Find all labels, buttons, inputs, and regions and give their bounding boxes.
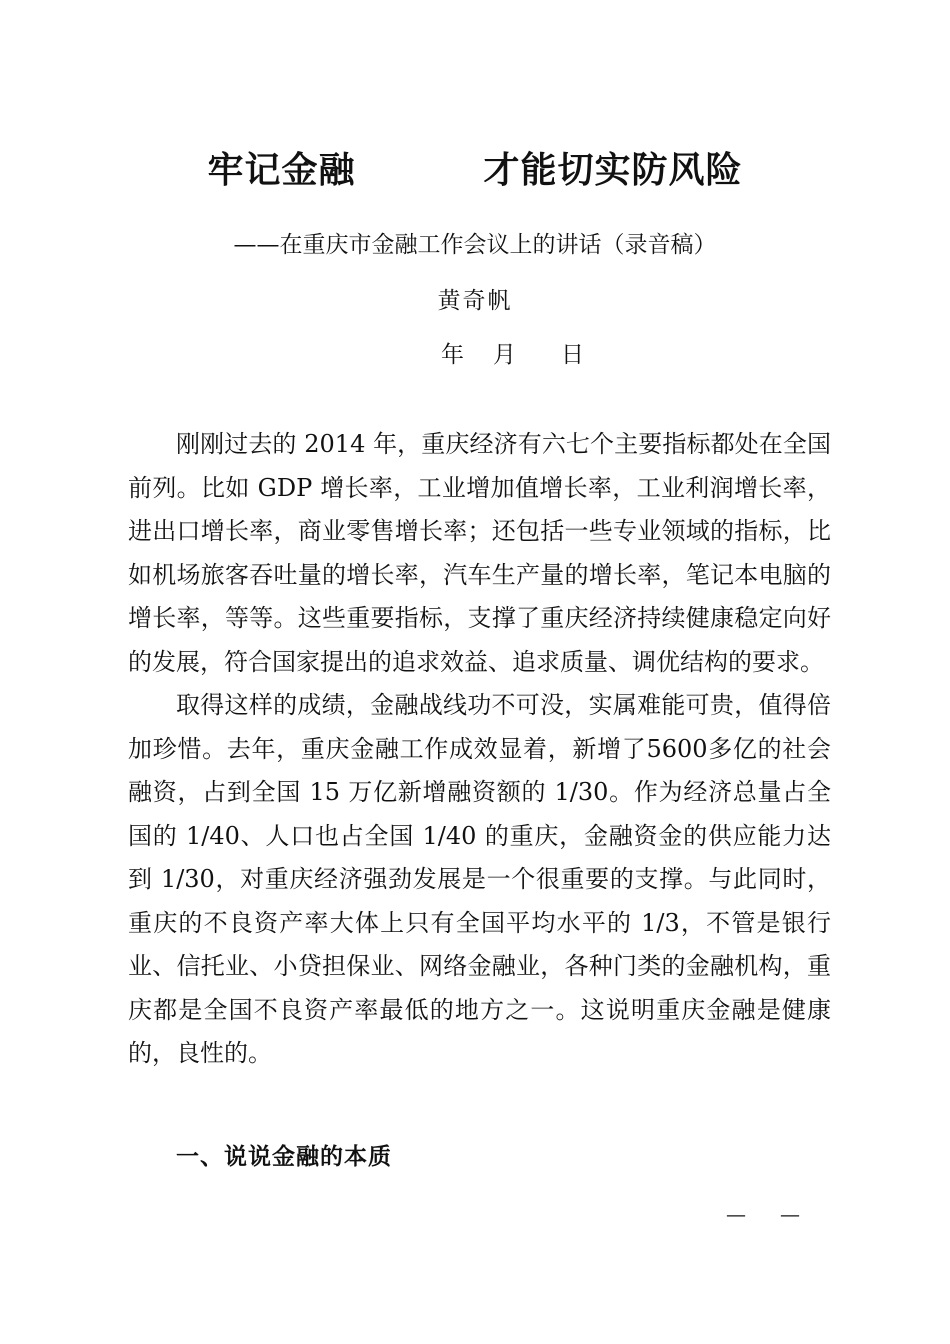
page-number-left-dash: — — [726, 1202, 746, 1226]
title-part-1: 牢记金融 — [207, 150, 356, 191]
paragraph-1: 刚刚过去的 2014 年，重庆经济有六七个主要指标都处在全国前列。比如 GDP 增长率，工业增加值增长率，工业利润增长率，进出口增长率，商业零售增长率；还包括一些专业领域的指标，比如机场旅客吞吐量的增长率，汽车生产量的增长率，笔记本电脑的增长率，等等。这些重要指标，支撑了重庆经济持续健康稳定向好的发展，符合国家提出的追求效益、追求质量、调优结构的要求。 — [128, 430, 831, 676]
title-part-2: 才能切实防风险 — [483, 150, 743, 191]
page-number — [726, 1202, 804, 1226]
date-month-label: 月 — [493, 342, 516, 368]
section-heading: 一、说说金融的本质 — [176, 1144, 392, 1170]
date-day-label: 日 — [561, 342, 584, 368]
document-date — [441, 336, 584, 369]
body-text — [128, 423, 831, 1076]
document-title — [0, 142, 950, 193]
author-name: 黄奇帆 — [437, 288, 513, 314]
date-year-label: 年 — [441, 342, 464, 368]
document-subtitle: ——在重庆市金融工作会议上的讲话（录音稿） — [233, 232, 717, 258]
paragraph-2: 取得这样的成绩，金融战线功不可没，实属难能可贵，值得倍加珍惜。去年，重庆金融工作成效显着，新增了5600多亿的社会融资，占到全国 15 万亿新增融资额的 1/30。作为经济总量占全国的 1/40、人口也占全国 1/40 的重庆，金融资金的供应能力达到 1/30，对重庆经济强劲发展是一个很重要的支撑。与此同时，重庆的不良资产率大体上只有全国平均水平的 1/3，不管是银行业、信托业、小贷担保业、网络金融业，各种门类的金融机构，重庆都是全国不良资产率最低的地方之一。这说明重庆金融是健康的，良性的。 — [128, 691, 831, 1067]
page-number-right-dash: — — [780, 1202, 800, 1226]
